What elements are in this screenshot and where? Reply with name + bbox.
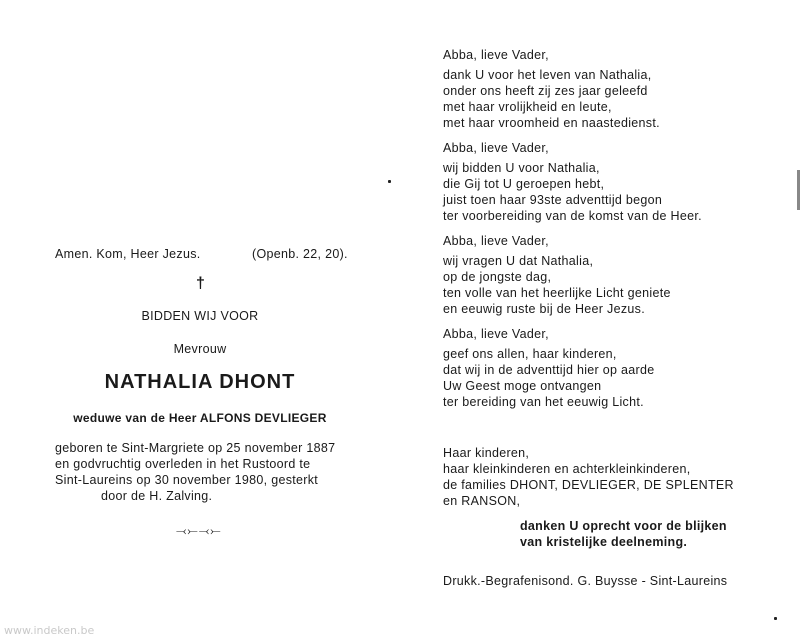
stanza-line: juist toen haar 93ste adventtijd begon	[443, 193, 663, 207]
bio-line: Sint-Laureins op 30 november 1980, gesterkt	[55, 473, 319, 487]
stanza-line: dank U voor het leven van Nathalia,	[443, 68, 652, 82]
bible-quote: Amen. Kom, Heer Jezus.	[55, 247, 201, 261]
stanza-line: wij bidden U voor Nathalia,	[443, 161, 600, 175]
cross-icon: †	[196, 275, 205, 292]
family-line: de families DHONT, DEVLIEGER, DE SPLENTER	[443, 478, 734, 492]
stanza-line: Uw Geest moge ontvangen	[443, 379, 602, 393]
family-line: en RANSON,	[443, 494, 521, 508]
watermark: www.indeken.be	[4, 624, 95, 637]
stanza-line: die Gij tot U geroepen hebt,	[443, 177, 605, 191]
thanks-line: van kristelijke deelneming.	[520, 535, 688, 549]
deceased-name: NATHALIA DHONT	[104, 371, 296, 393]
bio-line: en godvruchtig overleden in het Rustoord te	[55, 457, 311, 471]
stanza-line: ter bereiding van het eeuwig Licht.	[443, 395, 644, 409]
stanza-line: ten volle van het heerlijke Licht geniete	[443, 286, 671, 300]
stanza-line: ter voorbereiding van de komst van de Heer.	[443, 209, 702, 223]
stanza-line: dat wij in de adventtijd hier op aarde	[443, 363, 655, 377]
printer-credit: Drukk.-Begrafenisond. G. Buysse - Sint-Laureins	[443, 574, 728, 588]
stanza-line: Abba, lieve Vader,	[443, 141, 549, 155]
bio-line: door de H. Zalving.	[101, 489, 213, 503]
ornament-divider: ⤙⤚⤙⤚	[176, 523, 222, 538]
bio-line: geboren te Sint-Margriete op 25 november 1887	[55, 441, 336, 455]
thanks-line: danken U oprecht voor de blijken	[520, 519, 727, 533]
stanza-line: met haar vroomheid en naastedienst.	[443, 116, 660, 130]
bible-quote-reference: (Openb. 22, 20).	[252, 247, 348, 261]
stanza-line: op de jongste dag,	[443, 270, 552, 284]
stanza-line: Abba, lieve Vader,	[443, 48, 549, 62]
spouse-line: weduwe van de Heer ALFONS DEVLIEGER	[73, 411, 327, 425]
stanza-line: Abba, lieve Vader,	[443, 327, 549, 341]
stanza-line: Abba, lieve Vader,	[443, 234, 549, 248]
stanza-line: geef ons allen, haar kinderen,	[443, 347, 617, 361]
stanza-line: onder ons heeft zij zes jaar geleefd	[443, 84, 648, 98]
family-line: Haar kinderen,	[443, 446, 530, 460]
prayer-intro: BIDDEN WIJ VOOR	[141, 309, 259, 323]
scan-speck	[774, 617, 777, 620]
stanza-line: met haar vrolijkheid en leute,	[443, 100, 612, 114]
stanza-line: wij vragen U dat Nathalia,	[443, 254, 594, 268]
honorific: Mevrouw	[173, 342, 227, 356]
family-line: haar kleinkinderen en achterkleinkinderen,	[443, 462, 691, 476]
scan-speck	[388, 180, 391, 183]
stanza-line: en eeuwig ruste bij de Heer Jezus.	[443, 302, 645, 316]
